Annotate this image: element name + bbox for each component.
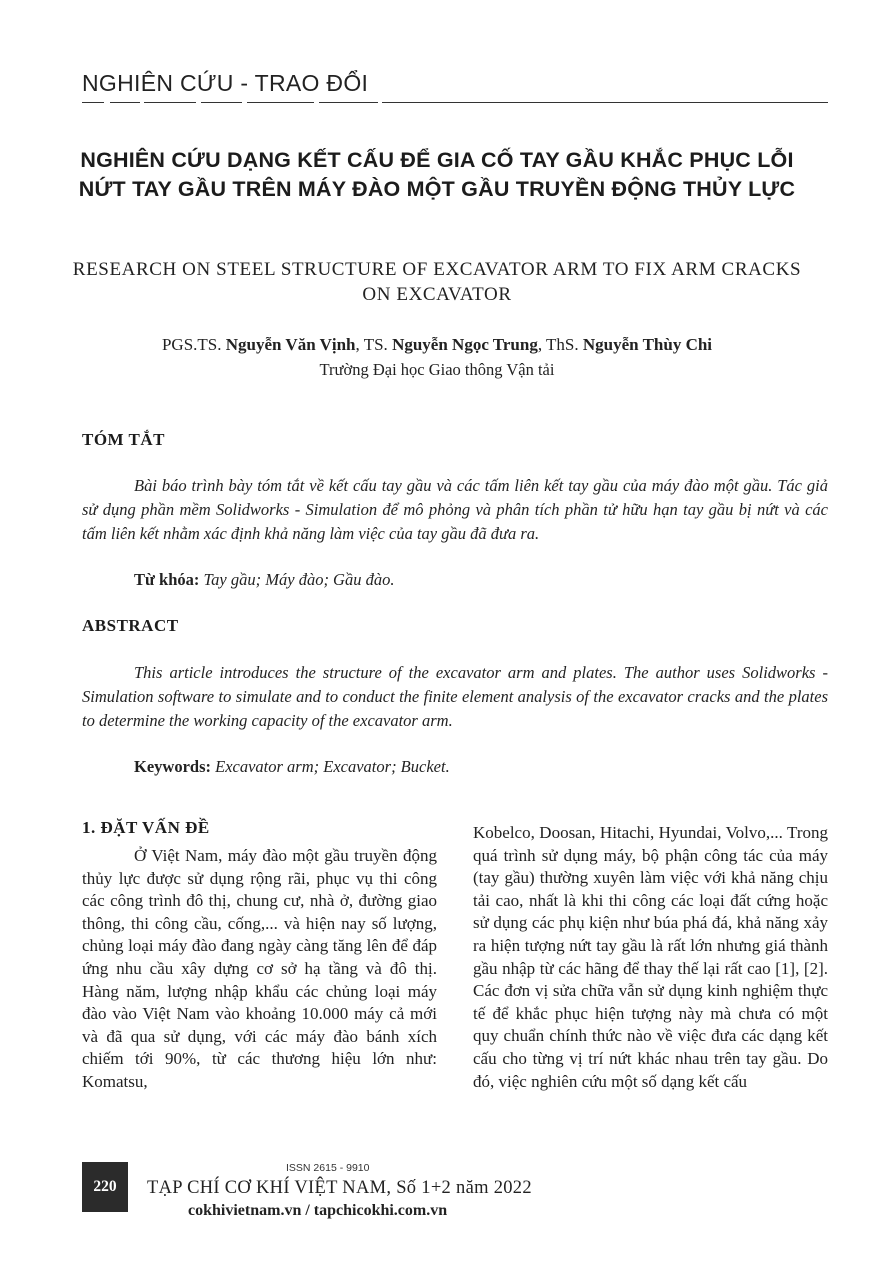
author-2-name: Nguyễn Ngọc Trung bbox=[392, 335, 538, 354]
abstract-keywords-value: Excavator arm; Excavator; Bucket. bbox=[211, 757, 450, 776]
author-affiliation: Trường Đại học Giao thông Vận tải bbox=[319, 360, 555, 379]
author-3-title: , ThS. bbox=[537, 335, 583, 354]
header-rule bbox=[82, 102, 828, 103]
journal-name: TẠP CHÍ CƠ KHÍ VIỆT NAM bbox=[147, 1178, 387, 1198]
author-2-title: , TS. bbox=[355, 335, 393, 354]
author-list bbox=[70, 335, 804, 355]
title-english-line-2: ON EXCAVATOR bbox=[362, 284, 512, 305]
abstract-text: This article introduces the structure of the excavator arm and plates. The author uses Solidworks - Simulation software to simulate and to conduct the finite element analysis of the excavator cracks and the plates to determine the working capacity of the excavator arm. bbox=[82, 663, 828, 730]
summary-text: Bài báo trình bày tóm tắt về kết cấu tay gầu và các tấm liên kết tay gầu của máy đào một gầu. Tác giả sử dụng phần mềm Solidworks - Simulation để mô phỏng và phân tích phần tử hữu hạn tay gầu bị nứt và các tấm liên kết nhằm xác định khả năng làm việc của tay gầu đã đưa ra. bbox=[82, 476, 828, 543]
summary-keywords bbox=[134, 570, 394, 590]
body-column-right: Kobelco, Doosan, Hitachi, Hyundai, Volvo,... Trong quá trình sử dụng máy, bộ phận công tác của máy (tay gầu) thường xuyên làm việc với khả năng chịu tải cao, nhất là khi thi công các loại đất cứng hoặc sử dụng các phụ kiện như búa phá đá, khả năng xảy ra hiện tượng nứt tay gầu là rất lớn nhưng giá thành gầu nhập từ các hãng để thay thế lại rất cao [1], [2]. Các đơn vị sửa chữa vẫn sử dụng kinh nghiệm thực tế để khắc phục hiện tượng này mà chưa có một quy chuẩn chính thức nào về việc đưa các dạng kết cấu cho từng vị trí nứt khác nhau trên tay gầu. Do đó, việc nghiên cứu một số dạng kết cấu bbox=[473, 823, 828, 1091]
issn: ISSN 2615 - 9910 bbox=[286, 1162, 370, 1174]
journal-citation bbox=[147, 1178, 532, 1199]
journal-issue: , Số 1+2 năm 2022 bbox=[386, 1178, 532, 1198]
abstract-keywords-label: Keywords: bbox=[134, 757, 211, 776]
abstract-heading: ABSTRACT bbox=[82, 616, 179, 635]
section-header: NGHIÊN CỨU - TRAO ĐỔI bbox=[82, 70, 369, 96]
article-title-vietnamese: NGHIÊN CỨU DẠNG KẾT CẤU ĐỂ GIA CỐ TAY GẦU KHẮC PHỤC LỖI NỨT TAY GẦU TRÊN MÁY ĐÀO MỘT GẦU TRUYỀN ĐỘNG THỦY LỰC bbox=[78, 148, 796, 201]
journal-website: cokhivietnam.vn / tapchicokhi.com.vn bbox=[188, 1202, 448, 1219]
title-english-line-1: RESEARCH ON STEEL STRUCTURE OF EXCAVATOR ARM TO FIX ARM CRACKS bbox=[72, 259, 802, 280]
author-1-name: Nguyễn Văn Vịnh bbox=[225, 335, 356, 354]
author-3-name: Nguyễn Thùy Chi bbox=[582, 335, 713, 354]
author-1-title: PGS.TS. bbox=[161, 335, 226, 354]
article-title-english bbox=[70, 257, 804, 307]
summary-keywords-value: Tay gầu; Máy đào; Gầu đào. bbox=[199, 570, 395, 589]
summary-heading: TÓM TẮT bbox=[82, 430, 166, 449]
summary-keywords-label: Từ khóa: bbox=[134, 570, 200, 589]
body-column-left: Ở Việt Nam, máy đào một gầu truyền động thủy lực được sử dụng rộng rãi, phục vụ thi công các công trình đô thị, chung cư, nhà ở, đường giao thông, thi công cầu, cống,... và hiện nay số lượng, chủng loại máy đào đang ngày càng tăng lên để đáp ứng nhu cầu xây dựng cơ sở hạ tầng và đô thị. Hàng năm, lượng nhập khẩu các chủng loại máy đào vào Việt Nam vào khoảng 10.000 máy cả mới và đã qua sử dụng, với các máy đào bánh xích chiếm tới 90%, từ các thương hiệu lớn như: Komatsu, bbox=[82, 846, 437, 1091]
section-1-heading: 1. ĐẶT VẤN ĐỀ bbox=[82, 818, 210, 837]
page-number: 220 bbox=[82, 1162, 128, 1212]
abstract-keywords bbox=[134, 757, 450, 777]
